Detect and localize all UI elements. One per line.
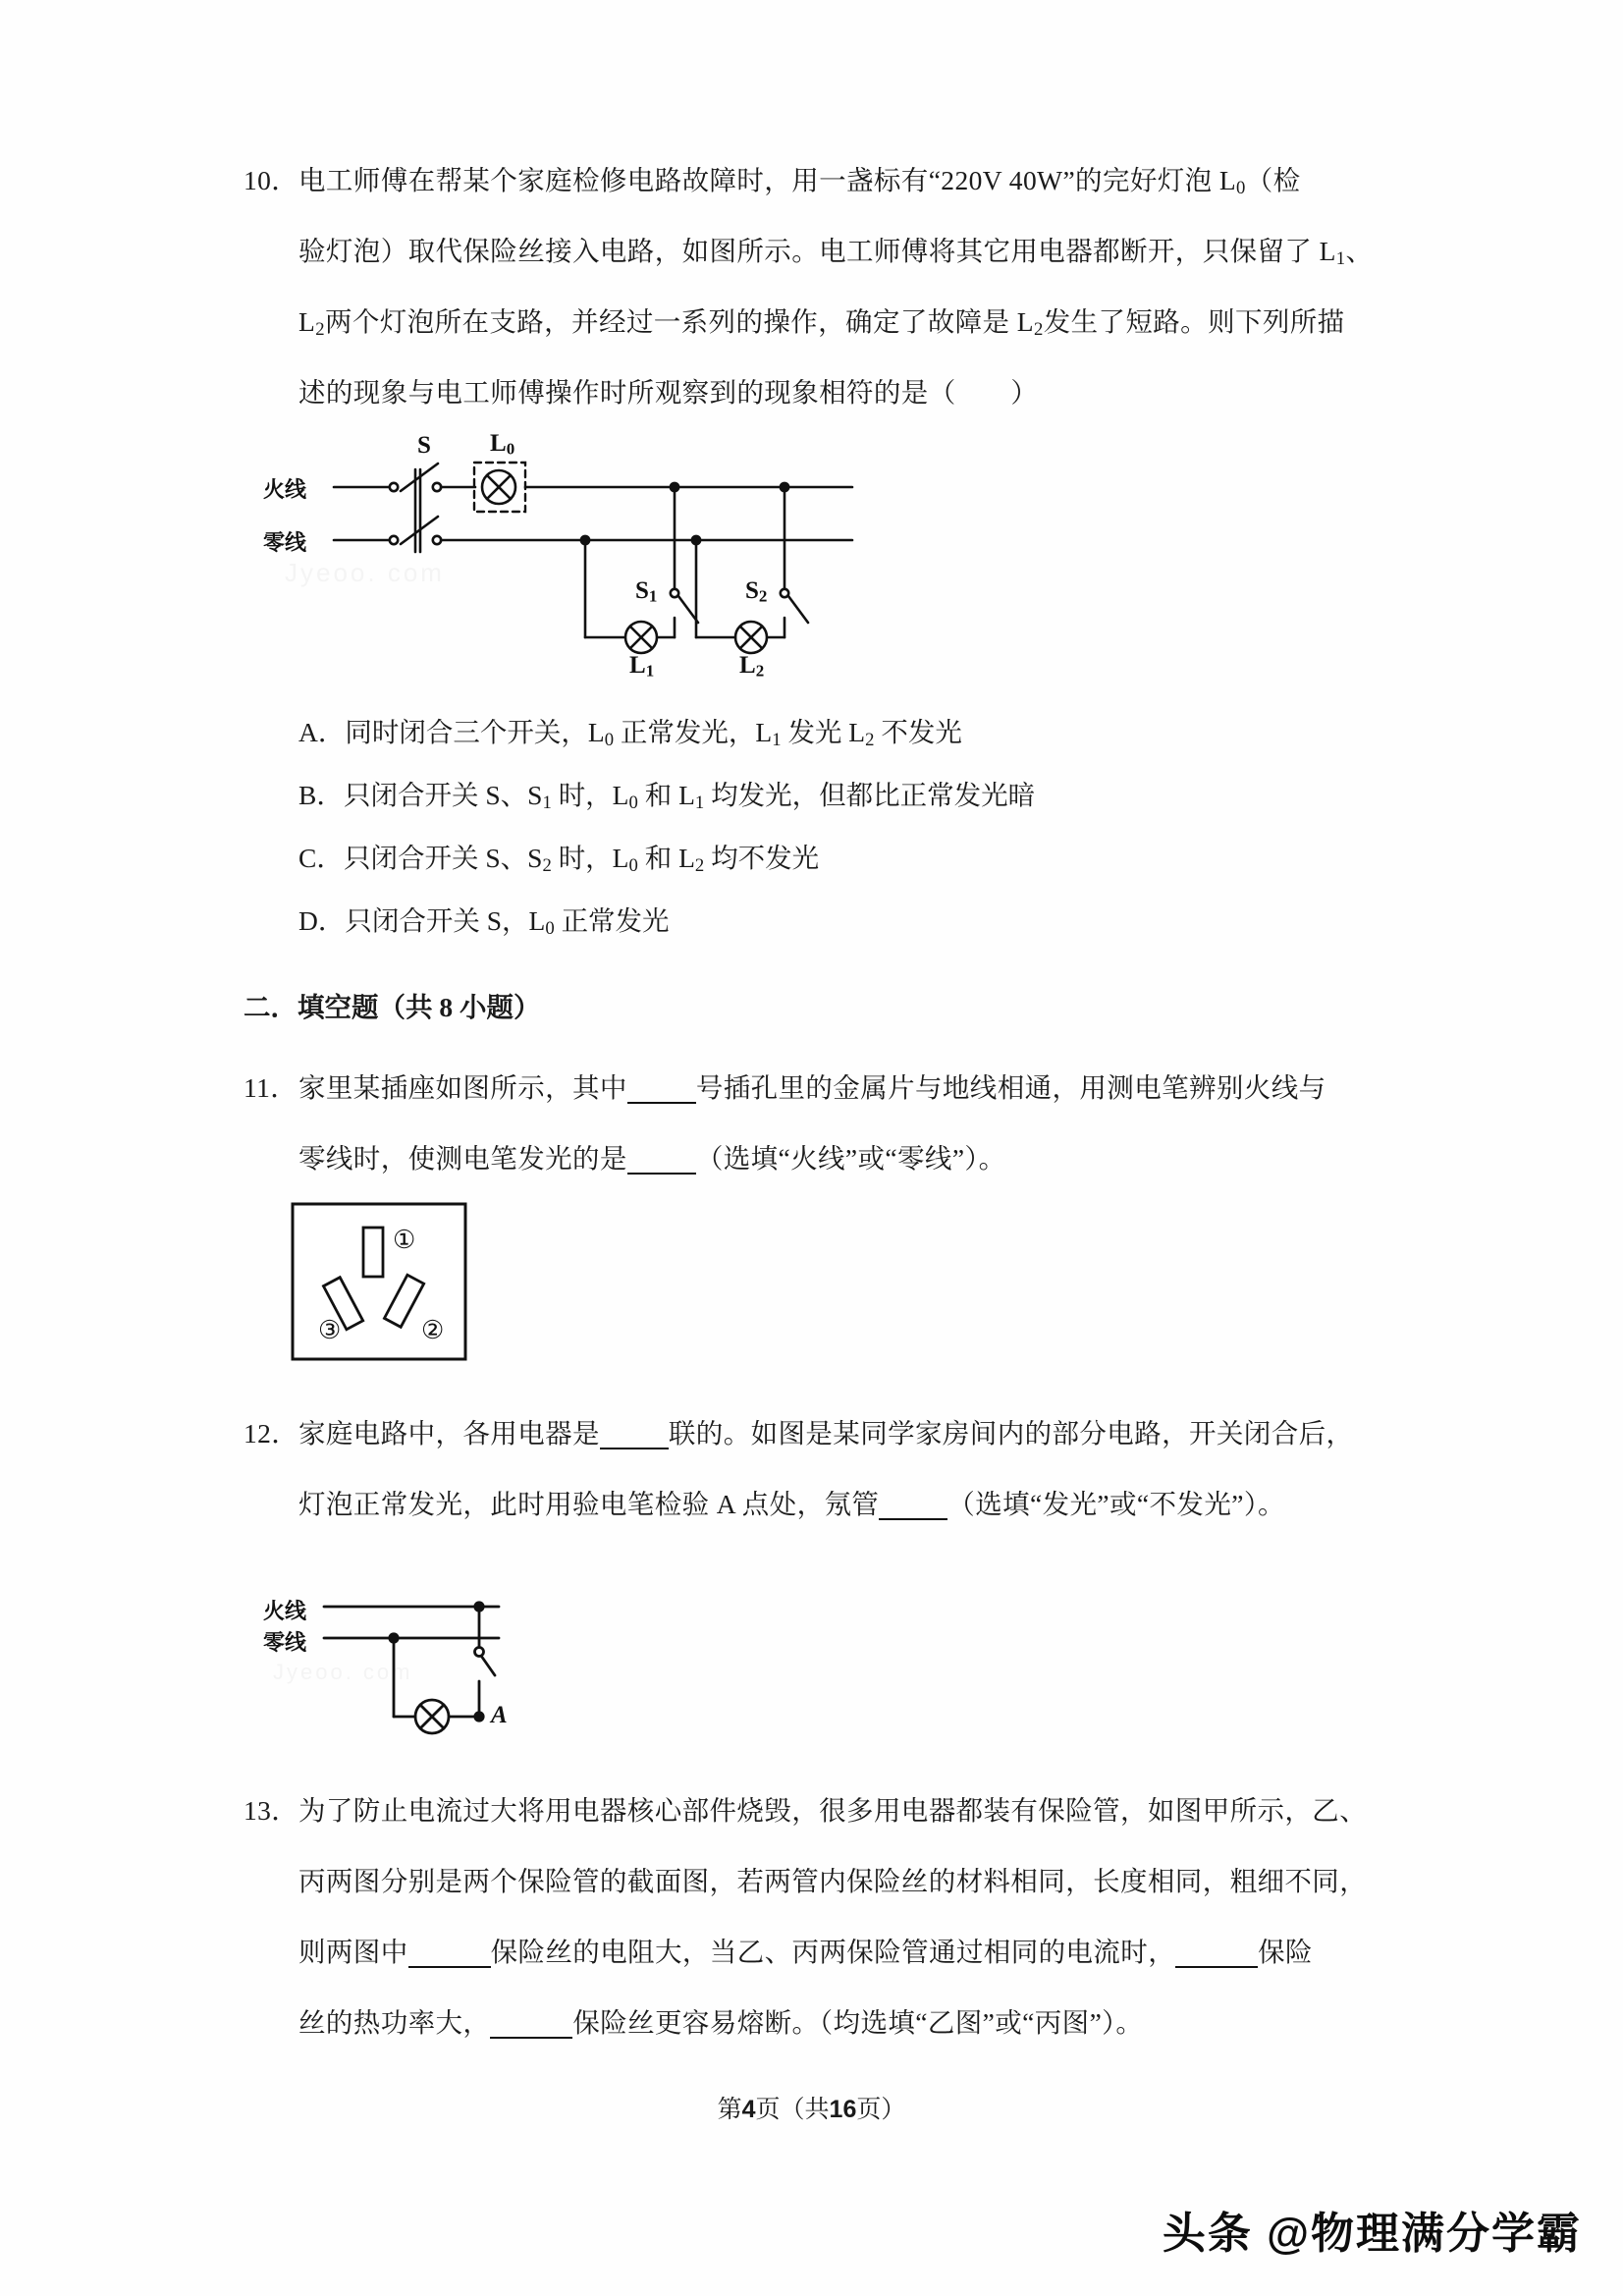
q12-line2-b: （选填“发光”或“不发光”）。 — [947, 1489, 1285, 1519]
q11-blank-2[interactable] — [627, 1144, 696, 1175]
q10-option-b-t1: 只闭合开关 S、S — [344, 780, 543, 810]
q13-line-2 — [243, 1846, 1412, 1917]
q10-option-b-s1: 1 — [542, 793, 552, 814]
q10-option-a-s1: 0 — [604, 730, 615, 751]
q10-option-b-s3: 1 — [694, 793, 705, 814]
q11-socket-svg — [289, 1200, 485, 1377]
q10-line3-sub-a: 2 — [315, 319, 325, 341]
q13-number: 13． — [243, 1795, 299, 1826]
q13-blank-1[interactable] — [408, 1938, 491, 1968]
q10-line3-b: 两个灯泡所在支路，并经过一系列的操作，确定了故障是 L — [324, 306, 1034, 337]
socket-hole-2-label: ② — [421, 1316, 445, 1344]
q10-option-a-t1: 同时闭合三个开关，L — [345, 717, 605, 747]
q12-circuit-svg — [263, 1565, 558, 1757]
q13-blank-2[interactable] — [1175, 1938, 1258, 1968]
q12-blank-1[interactable] — [600, 1419, 669, 1449]
q10-option-b-t4: 均发光，但都比正常发光暗 — [704, 780, 1036, 810]
q12-number: 12． — [243, 1418, 299, 1449]
q10-option-c-t2: 时，L — [551, 843, 629, 873]
page-content — [243, 0, 1412, 2058]
q10-option-a-s3: 2 — [865, 730, 875, 751]
q12-live-wire-label: 火线 — [263, 1599, 307, 1623]
footer-prefix: 第 — [717, 2097, 742, 2123]
q13-line4-b: 保险丝更容易熔断。（均选填“乙图”或“丙图”）。 — [572, 2007, 1144, 2038]
q10-line1-sub: 0 — [1236, 178, 1246, 199]
q10-circuit-svg — [263, 436, 872, 682]
q11-number: 11． — [243, 1072, 298, 1103]
q10-number: 10． — [243, 165, 299, 195]
q11-socket-figure — [289, 1200, 1412, 1387]
socket-hole-3-label: ③ — [318, 1316, 342, 1344]
q10-switch-s2-label: $S_2$ — [745, 577, 768, 606]
q12-blank-2[interactable] — [879, 1490, 947, 1520]
q10-line2-sub: 1 — [1335, 248, 1346, 270]
q13-line3-c: 保险 — [1258, 1937, 1313, 1967]
socket-hole-1-label: ① — [393, 1226, 416, 1254]
footer-mid: 页（共 — [755, 2097, 830, 2123]
brand-watermark: 头条 @物理满分学霸 — [1162, 2210, 1582, 2258]
q10-circuit-figure — [263, 428, 1412, 683]
question-10 — [243, 0, 1412, 428]
q10-line4-text: 述的现象与电工师傅操作时所观察到的现象相符的是（ ） — [298, 377, 1039, 408]
jyeoo-watermark: Jyeoo. com — [285, 558, 445, 587]
q10-line-4 — [243, 357, 1412, 428]
q13-line1-text: 为了防止电流过大将用电器核心部件烧毁，很多用电器都装有保险管，如图甲所示，乙、 — [298, 1795, 1368, 1826]
q11-line2-a: 零线时，使测电笔发光的是 — [298, 1143, 627, 1174]
q13-line-4 — [243, 1988, 1412, 2058]
q11-line1-b: 号插孔里的金属片与地线相通，用测电笔辨别火线与 — [695, 1072, 1326, 1103]
question-12 — [243, 1398, 1412, 1540]
question-11 — [243, 1053, 1412, 1194]
q10-option-c-s3: 2 — [694, 855, 705, 877]
q11-line1-a: 家里某插座如图所示，其中 — [298, 1072, 627, 1103]
q10-line-2 — [243, 216, 1412, 287]
q10-option-c-t1: 只闭合开关 S、S — [344, 843, 543, 873]
q10-lamp-l1-label: $L_1$ — [629, 652, 655, 681]
q10-option-c-t3: 和 L — [637, 843, 695, 873]
q10-option-b-letter: B． — [298, 780, 344, 810]
q10-option-b-t3: 和 L — [637, 780, 695, 810]
q10-option-a[interactable] — [243, 701, 1412, 764]
q12-line2-a: 灯泡正常发光，此时用验电笔检验 A 点处，氖管 — [298, 1489, 880, 1519]
q11-blank-1[interactable] — [627, 1073, 696, 1104]
q10-option-a-t2: 正常发光，L — [614, 717, 773, 747]
q10-line2-text: 验灯泡）取代保险丝接入电路，如图所示。电工师傅将其它用电器都断开，只保留了 L — [298, 236, 1336, 266]
q10-option-b[interactable] — [243, 764, 1412, 827]
q10-option-a-s2: 1 — [772, 730, 782, 751]
q10-line3-a: L — [298, 306, 316, 337]
footer-page-number: 4 — [741, 2096, 756, 2123]
q12-circuit-figure — [263, 1565, 1412, 1762]
q12-line1-a: 家庭电路中，各用电器是 — [298, 1418, 600, 1449]
q13-line3-a: 则两图中 — [298, 1937, 408, 1967]
q10-option-c[interactable] — [243, 827, 1412, 890]
q11-line2-b: （选填“火线”或“零线”）。 — [695, 1143, 1006, 1174]
q10-option-c-t4: 均不发光 — [704, 843, 820, 873]
footer-suffix: 页） — [856, 2097, 906, 2123]
q10-lamp-l2-label: $L_2$ — [739, 652, 765, 681]
q10-option-a-letter: A． — [298, 717, 346, 747]
q12-neutral-wire-label: 零线 — [263, 1630, 307, 1655]
q10-live-wire-label: 火线 — [263, 477, 307, 502]
q11-line-2 — [243, 1123, 1412, 1194]
q10-option-d-t1: 只闭合开关 S，L — [345, 905, 546, 936]
footer-total-pages: 16 — [829, 2096, 857, 2123]
q10-option-d-s1: 0 — [545, 918, 555, 940]
q10-neutral-wire-label: 零线 — [263, 530, 307, 555]
q13-blank-3[interactable] — [490, 2008, 572, 2039]
q12-line1-b: 联的。如图是某同学家房间内的部分电路，开关闭合后， — [668, 1418, 1354, 1449]
q10-option-c-letter: C． — [298, 843, 344, 873]
q13-line-3 — [243, 1917, 1412, 1988]
question-13 — [243, 1776, 1412, 2058]
q10-option-a-t3: 发光 L — [781, 717, 866, 747]
q10-option-c-s1: 2 — [542, 855, 552, 877]
q10-line-3 — [243, 287, 1412, 357]
q12-point-a-label: A — [491, 1702, 508, 1728]
q12-line-2 — [243, 1469, 1412, 1540]
q10-option-d-letter: D． — [298, 905, 346, 936]
q13-line2-text: 丙两图分别是两个保险管的截面图，若两管内保险丝的材料相同，长度相同，粗细不同， — [298, 1866, 1368, 1896]
q10-options — [243, 701, 1412, 953]
q10-line3-c: 发生了短路。则下列所描 — [1043, 306, 1345, 337]
q10-switch-s1-label: $S_1$ — [635, 577, 658, 606]
q10-option-d[interactable] — [243, 890, 1412, 953]
q10-option-c-s2: 0 — [628, 855, 638, 877]
q10-line2-tail: 、 — [1345, 236, 1374, 266]
q10-line1-tail: （检 — [1245, 165, 1301, 195]
q10-option-d-t2: 正常发光 — [554, 905, 670, 936]
q13-line3-b: 保险丝的电阻大，当乙、丙两保险管通过相同的电流时， — [490, 1937, 1176, 1967]
jyeoo-watermark-2: Jyeoo. com — [273, 1660, 413, 1684]
q12-line-1 — [243, 1398, 1412, 1469]
q10-line-1 — [243, 145, 1412, 216]
q10-lamp-l0-label: $L_0$ — [490, 430, 515, 459]
q10-option-b-s2: 0 — [628, 793, 638, 814]
q11-line-1 — [243, 1053, 1412, 1123]
q10-line3-sub-b: 2 — [1033, 319, 1044, 341]
q13-line4-a: 丝的热功率大， — [298, 2007, 491, 2038]
q10-switch-s-label: S — [417, 432, 431, 459]
q10-option-a-t4: 不发光 — [874, 717, 962, 747]
section-2-heading: 二．填空题（共 8 小题） — [243, 992, 541, 1022]
page-footer — [0, 2090, 1623, 2125]
q10-line1-text: 电工师傅在帮某个家庭检修电路故障时，用一盏标有“220V 40W”的完好灯泡 L — [298, 165, 1237, 195]
q10-option-b-t2: 时，L — [551, 780, 629, 810]
q13-line-1 — [243, 1776, 1412, 1846]
